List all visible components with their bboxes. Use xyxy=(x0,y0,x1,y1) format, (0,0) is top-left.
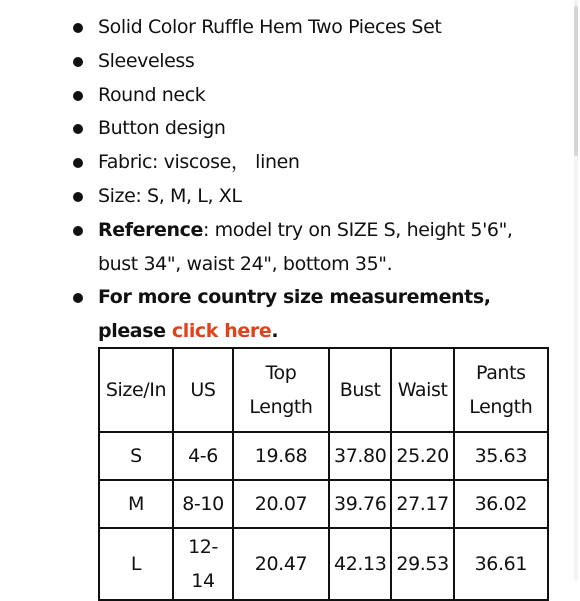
table-cell: 42.13 xyxy=(329,528,391,600)
bullet-icon xyxy=(73,293,83,303)
country-size-end: . xyxy=(271,320,279,343)
feature-item xyxy=(0,79,560,113)
feature-list xyxy=(0,11,560,349)
feature-item xyxy=(0,112,560,146)
feature-item xyxy=(0,180,560,214)
country-size-text: For more country size measurements, please xyxy=(98,286,491,343)
bullet-icon xyxy=(73,226,83,236)
size-chart-table xyxy=(98,347,549,601)
bullet-icon xyxy=(73,192,83,202)
table-cell: 36.61 xyxy=(454,528,548,600)
bullet-icon xyxy=(73,23,83,33)
table-row xyxy=(99,528,548,600)
bullet-icon xyxy=(73,124,83,134)
header-pants-length: Pants Length xyxy=(454,348,548,432)
feature-text: Fabric: viscose， linen xyxy=(98,151,300,174)
table-cell: 12-14 xyxy=(173,528,233,600)
table-cell: 29.53 xyxy=(391,528,453,600)
table-cell: 39.76 xyxy=(329,480,391,528)
feature-text: Sleeveless xyxy=(98,49,195,72)
table-row xyxy=(99,432,548,480)
table-row xyxy=(99,480,548,528)
table-cell: 37.80 xyxy=(329,432,391,480)
feature-text: Solid Color Ruffle Hem Two Pieces Set xyxy=(98,16,442,38)
table-cell: S xyxy=(99,432,173,480)
reference-text: : model try on SIZE S, height 5'6", bust 34", waist 24", bottom 35". xyxy=(98,218,513,275)
header-us: US xyxy=(173,348,233,432)
bullet-icon xyxy=(73,91,83,101)
feature-item xyxy=(0,45,560,79)
country-size-item xyxy=(0,281,560,349)
header-waist: Waist xyxy=(391,348,453,432)
table-cell: 36.02 xyxy=(454,480,548,528)
bullet-icon xyxy=(73,158,83,168)
header-size: Size/In xyxy=(99,348,173,432)
table-cell: 27.17 xyxy=(391,480,453,528)
table-cell: 8-10 xyxy=(173,480,233,528)
header-bust: Bust xyxy=(329,348,391,432)
reference-item xyxy=(0,214,560,282)
scrollbar-thumb[interactable] xyxy=(574,6,578,156)
table-cell: 4-6 xyxy=(173,432,233,480)
table-cell: M xyxy=(99,480,173,528)
feature-item xyxy=(0,146,560,180)
table-cell: 35.63 xyxy=(454,432,548,480)
click-here-link[interactable]: click here xyxy=(171,320,272,343)
header-top-length: Top Length xyxy=(233,348,329,432)
feature-text: Size: S, M, L, XL xyxy=(98,184,242,207)
table-cell: 20.47 xyxy=(233,528,329,600)
reference-label: Reference xyxy=(98,218,204,241)
feature-item xyxy=(0,11,560,45)
table-cell: 20.07 xyxy=(233,480,329,528)
table-cell: 19.68 xyxy=(233,432,329,480)
table-cell: L xyxy=(99,528,173,600)
table-header-row xyxy=(99,348,548,432)
feature-text: Round neck xyxy=(98,83,206,106)
bullet-icon xyxy=(73,57,83,67)
feature-text: Button design xyxy=(98,117,226,140)
table-cell: 25.20 xyxy=(391,432,453,480)
